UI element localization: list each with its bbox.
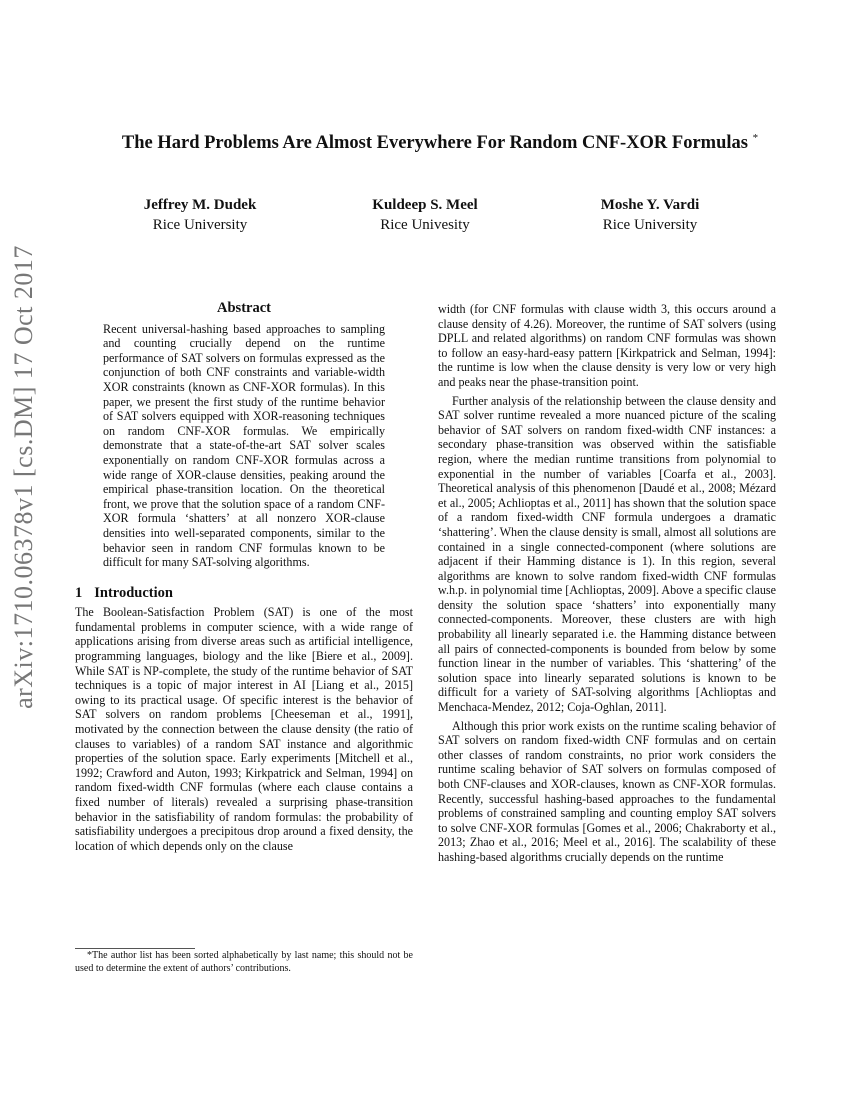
author-name: Jeffrey M. Dudek (143, 197, 257, 213)
paper-title (60, 132, 820, 154)
author-affiliation: Rice University (602, 217, 698, 233)
title-footnote-mark: * (752, 132, 759, 144)
author-name: Moshe Y. Vardi (600, 197, 700, 213)
author-block-2 (325, 195, 525, 235)
left-column (75, 301, 413, 853)
arxiv-identifier: arXiv:1710.06378v1 [cs.DM] 17 Oct 2017 (9, 245, 38, 709)
intro-paragraph-3: Although this prior work exists on the runtime scaling behavior of SAT solvers on random fixed-width CNF formulas and on certain other classes of random constraints, no prior work considers the runtime scaling behavior of SAT solvers on formulas composed of both CNF-clauses and XOR-clauses, known as CNF-XOR formulas. Recently, successful hashing-based approaches to the fundamental problems of constrained sampling and counting employ SAT solvers to solve CNF-XOR formulas [Gomes et al., 2006; Chakraborty et al., 2013; Zhao et al., 2016; Meel et al., 2016]. The scalability of these hashing-based algorithms crucially depends on the runtime (438, 718, 776, 864)
intro-paragraph-1-continued: width (for CNF formulas with clause width 3, this occurs around a clause density of 4.26). Moreover, the runtime of SAT solvers (using DPLL and related algorithms) on random CNF formulas was shown to follow an easy-hard-easy pattern [Kirkpatrick and Selman, 1994]: the runtime is low when the clause density is very low or very high and peaks near the phase-transition point. (438, 302, 776, 389)
right-column (438, 302, 776, 865)
section-title: Introduction (94, 584, 173, 601)
section-number: 1 (75, 584, 83, 601)
author-block-3 (550, 195, 750, 235)
footnote: *The author list has been sorted alphabetically by last name; this should not be used to determine the extent of authors’ contributions. (75, 950, 413, 974)
intro-paragraph-1: The Boolean-Satisfaction Problem (SAT) is one of the most fundamental problems in computer science, with a wide range of applications arising from diverse areas such as artificial intelligence, programming languages, biology and the like [Biere et al., 2009]. While SAT is NP-complete, the study of the runtime behavior of SAT techniques is a topic of major interest in AI [Liang et al., 2015] owing to its practical usage. Of specific interest is the behavior of SAT solvers on random problems [Cheeseman et al., 1991], motivated by the connection between the clause density (the ratio of clauses to variables) of a random SAT instance and algorithmic properties of the solution space. Early experiments [Mitchell et al., 1992; Crawford and Auton, 1993; Kirkpatrick and Selman, 1994] on random fixed-width CNF formulas (where each clause contains a fixed number of literals) revealed a surprising phase-transition behavior in the satisfiability of random formulas: the probability of satisfiability undergoes a precipitous drop around a fixed density, the location of which depends only on the clause (75, 605, 413, 853)
arxiv-sidebar (2, 245, 46, 709)
author-affiliation: Rice University (152, 217, 248, 233)
author-affiliation: Rice Univesity (380, 217, 470, 233)
author-block-1 (100, 195, 300, 235)
intro-paragraph-2: Further analysis of the relationship between the clause density and SAT solver runtime revealed a more nuanced picture of the scaling behavior of SAT solvers on random fixed-width CNF instances: a secondary phase-transition was observed within the satisfiable region, where the median runtime transitions from polynomial to exponential in the number of variables [Coarfa et al., 2003]. Theoretical analysis of this phenomenon [Daudé et al., 2008; Mézard et al., 2005; Achlioptas et al., 2011] has shown that the solution space of a random fixed-width CNF formula undergoes a dramatic ‘shattering’. When the clause density is small, almost all solutions are contained in a single connected-component (where solutions are adjacent if their Hamming distance is 1). In this region, several algorithms are known to solve random fixed-width CNF formulas w.h.p. in polynomial time [Achlioptas, 2009]. Above a specific clause density the solution space ‘shatters’ into exponentially many connected-components. Moreover, these clusters are with high probability all linearly separated i.e. the Hamming distance between all pairs of connected-components is bounded from below by some function linear in the number of variables. This ‘shattering’ of the solution space into linearly separated solutions is known to be difficult for a variety of SAT-solving algorithms [Achlioptas and Menchaca-Mendez, 2012; Coja-Oghlan, 2011]. (438, 393, 776, 715)
footnote-rule (75, 948, 195, 949)
paper-title-text: The Hard Problems Are Almost Everywhere For Random CNF-XOR Formulas (121, 133, 748, 154)
abstract-text: Recent universal-hashing based approaches to sampling and counting crucially depend on the runtime performance of SAT solvers on formulas expressed as the conjunction of both CNF constraints and variable-width XOR constraints (known as CNF-XOR formulas). In this paper, we present the first study of the runtime behavior of SAT solvers equipped with XOR-reasoning techniques on random CNF-XOR formulas. We empirically demonstrate that a state-of-the-art SAT solver scales exponentially on random CNF-XOR formulas across a wide range of XOR-clause densities, peaking around the empirical phase-transition location. On the theoretical front, we prove that the solution space of a random CNF-XOR formula ‘shatters’ at all nonzero XOR-clause densities into well-separated components, similar to the behavior seen in random CNF formulas known to be difficult for many SAT-solving algorithms. (103, 321, 385, 570)
abstract-heading: Abstract (217, 300, 271, 316)
author-name: Kuldeep S. Meel (372, 197, 478, 213)
section-heading (75, 586, 413, 601)
